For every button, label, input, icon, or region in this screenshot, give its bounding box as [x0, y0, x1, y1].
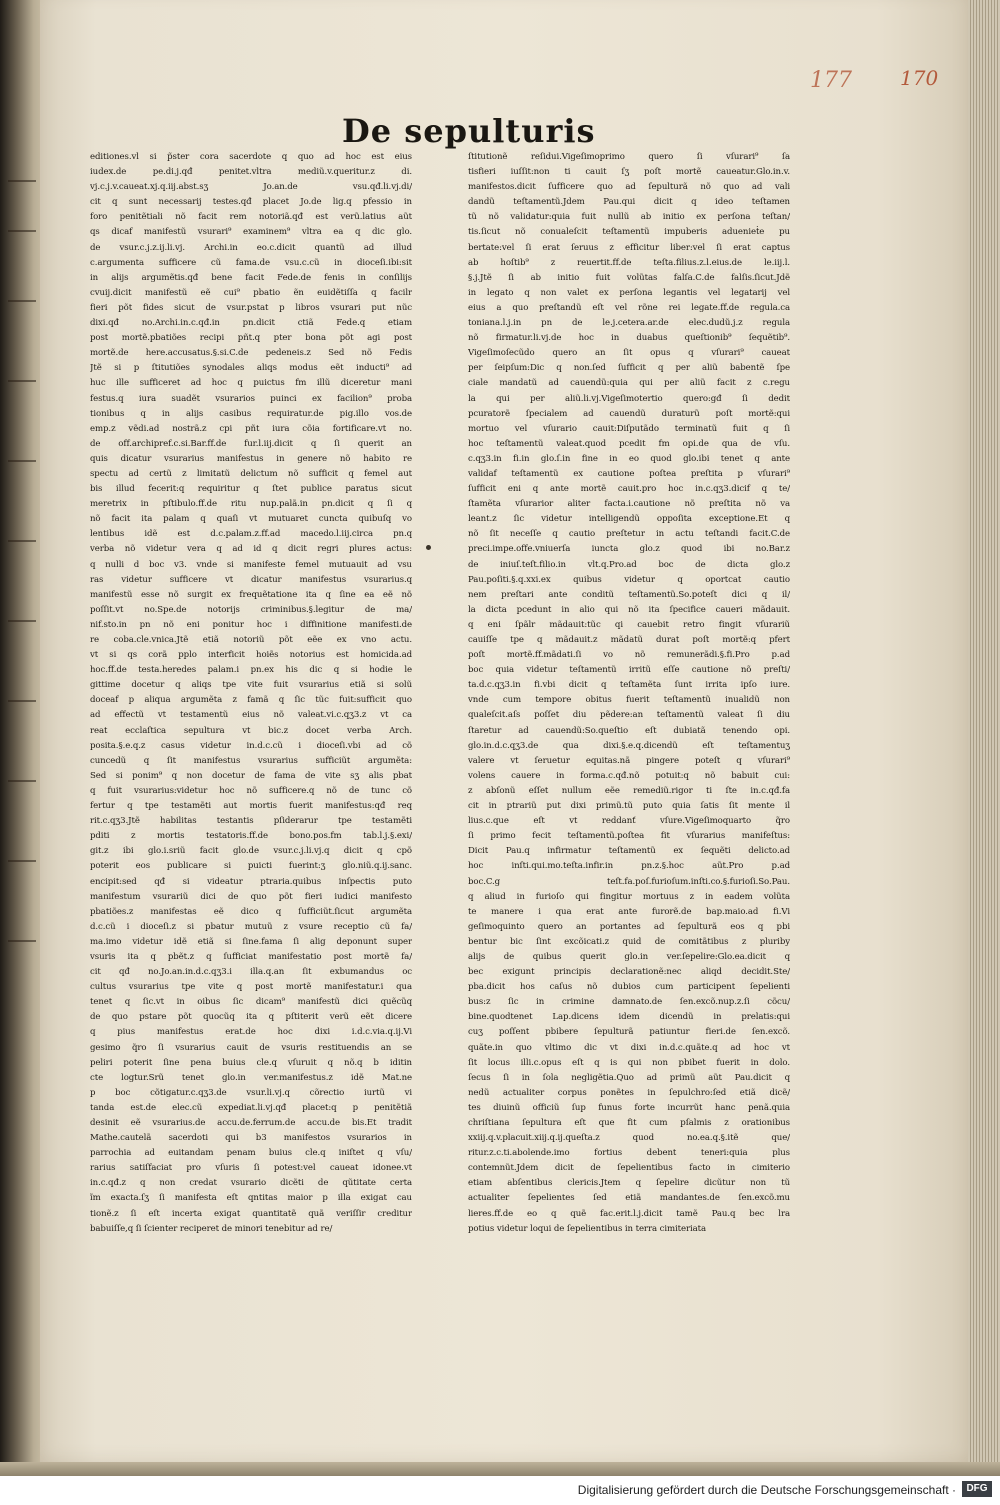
text-line: leant.z ſic videtur intelligendũ oppoſita exceptione.Et q — [468, 514, 790, 525]
text-line: Mathe.cautelã sacerdoti qui b3 manifestos vsurarios in — [90, 1133, 412, 1144]
text-line: de vsur.c.j.z.ij.li.vj. Archi.in eo.c.dicit quantũ ad illud — [90, 242, 412, 253]
text-line: qs dicaf manifestũ vsurari⁹ examinem⁹ vltra ea q dic glo. — [90, 227, 412, 238]
text-line: ĩm exacta.ſʒ ſi manifesta eſt qntitas maior p illa exigat cau — [90, 1193, 412, 1204]
text-line: valere vt ſeruetur equitas.nã pingere poteſt q vſurari⁹ — [468, 755, 790, 766]
text-line: bine.quodtenet Lap.dicens idem dicendũ in prelatis:qui — [468, 1012, 790, 1023]
text-line: la qui per aliũ.li.vj.Vigeſimotertio quero:gđ ſi dedit — [468, 393, 790, 404]
text-line: glo.in.d.c.qʒ3.de qua dixi.§.e.q.dicendũ eſt teſtamentuʒ — [468, 740, 790, 751]
text-line: geſimoquinto quero an portantes ad ſepulturã eos q pbi — [468, 921, 790, 932]
text-line: hoc inſti.qui.mo.teſta.infir.in pn.z.§.hoc aũt.Pro p.ad — [468, 861, 790, 872]
text-line: de iniuſ.teſt.filio.in vlt.q.Pro.ad boc de dicta glo.z — [468, 559, 790, 570]
folio-number-old: 177 — [810, 68, 852, 93]
text-line: re coba.cle.vnica.Jtẽ etiã notoriũ põt eẽe ex vno actu. — [90, 635, 412, 645]
text-line: reat ecclaſtica sepultura vt bic.z docet verba Arch. — [90, 725, 412, 736]
text-line: ad effectũ vt testamentũ eius nõ valeat.vi.c.qʒ3.z vt ca — [90, 710, 412, 721]
text-line: contemnũt.Jdem dicit de ſepelientibus facto in cimiterio — [468, 1163, 790, 1174]
text-line: posita.§.e.q.z casus videtur in.d.c.cũ i dioceſi.vbi ad cõ — [90, 740, 412, 751]
text-line: dandũ teſtamentũ.Jdem Pau.qui dicit q ideo teſtamen — [468, 197, 790, 208]
text-line: vj.c.j.v.caueat.xj.q.iij.abst.sʒ Jo.an.de vsu.qđ.li.vj.di/ — [90, 182, 412, 193]
text-line: q pius manifestus erat.de hoc dixi i.d.c.via.q.ij.Vi — [90, 1027, 412, 1038]
text-line: emp.z vẽdi.ad nostrã.z cpi pñt iura cõia fortificare.vt no. — [90, 423, 412, 434]
text-line: poſſit.vt no.Spe.de notorijs criminibus.§.legitur de ma/ — [90, 604, 412, 615]
text-line: ras videtur sufficere vt dicatur manifestus vsurarius.q — [90, 574, 412, 585]
text-line: manifestũ esse nõ surgit ex frequẽtatione ita q ſine ea eẽ nõ — [90, 589, 412, 600]
text-line: cvuij.dicit manifestũ eẽ cui⁹ pbatio ẽn euidẽtiſſa q facilr — [90, 287, 412, 298]
text-line: Vigeſimoſecũdo quero an ſit opus q vſurari⁹ caueat — [468, 348, 790, 359]
folio-number-new: 170 — [900, 66, 939, 90]
text-line: cte logtur.Srũ tenet glo.in ver.manifestus.z idẽ Mat.ne — [90, 1072, 412, 1083]
text-line: encipit:sed qđ si videatur ptraria.quibus inſpectis puto — [90, 876, 412, 887]
text-line: rit.c.qʒ3.Jtẽ habilitas testantis pſiderarur tpe testamẽti — [90, 816, 412, 827]
text-line: poſt mortẽ.ff.mãdati.ſi vo nõ remunerãdi.§.fi.Pro p.ad — [468, 650, 790, 661]
text-line: preci.impe.offe.vniuerſa iuncta glo.z quod ibi no.Bar.z — [468, 544, 790, 555]
text-line: pba.dicit hos caſus nõ dubios cum participent ſepelienti — [468, 982, 790, 993]
text-line: q fuit vsurarius:videtur hoc nõ sufficere.q nõ de tunc cõ — [90, 785, 412, 796]
text-line: peliri poterit ſine pena buius cle.q vſuruit q nõ.q b iditin — [90, 1057, 412, 1068]
text-line: cauiſſe tpe q mãdauit.z mãdatũ durat poſt mortẽ:q pfert — [468, 635, 790, 645]
text-line: nif.sto.in pn nõ eni ponitur hoc i diffinitione manifesti.de — [90, 619, 412, 630]
text-line: mortẽ.de here.accusatus.§.si.C.de pedeneis.z Sed nõ Fedis — [90, 348, 412, 359]
text-line: volens cauere in forma.c.qđ.nõ potuit:q nõ babuit cui: — [468, 770, 790, 781]
text-line: bentur bic ſint excõicati.z quid de comitãtibus z pluriby — [468, 936, 790, 947]
text-line: pditi z mortis testatoris.ff.de bono.pos.fm tab.l.j.§.exi/ — [90, 831, 412, 842]
text-line: lieres.ff.de eo q quẽ fac.erit.l.j.dicit tamẽ Pau.q bec lra — [468, 1208, 790, 1219]
text-line: vt si qs corã pplo interficit hoiẽs notorius est homicida.ad — [90, 650, 412, 661]
text-line: q nulli d boc v3. vnde si manifeste femel mutuauit ad vsu — [90, 559, 412, 570]
text-line: verba nõ videtur vera q ad id q dicit regri plures actus: — [90, 544, 412, 555]
text-line: ſtitutionẽ reſidui.Vigeſimoprimo quero ſi vſurari⁹ ſa — [468, 152, 790, 162]
text-line: in alijs argumẽtis.qđ bene facit Fede.de fenis in conſilijs — [90, 272, 412, 283]
text-line: p boc cõtigatur.c.qʒ3.de vsur.li.vj.q cõrectio iurtũ vi — [90, 1087, 412, 1098]
text-line: potius videtur loqui de ſepelientibus in terra cimiteriata — [468, 1223, 707, 1234]
text-line: rarius satiſfaciat pro vſuris ſi potest:vel caueat idonee.vt — [90, 1163, 412, 1174]
text-line: poterit eos publicare si puicti fuerint:ʒ glo.niũ.q.ij.sanc. — [90, 861, 412, 872]
text-line: ab hoſtib⁹ z reuertit.ff.de teſta.filius.z.l.eius.de le.iij.l. — [468, 257, 790, 268]
text-line: ritur.z.c.ti.abolende.imo fortius debent teneri:quia plus — [468, 1148, 790, 1159]
text-line: cultus vsurarius tpe vite q post mortẽ manifestatur.i qua — [90, 982, 412, 993]
text-line: babuiſſe,q ſi ſcienter reciperet de minori tenebitur ad re/ — [90, 1223, 333, 1234]
text-line: dixi.qđ no.Archi.in.c.qđ.in pn.dicit ctiã Fede.q etiam — [90, 318, 412, 329]
text-line: iudex.de pe.di.j.qđ penitet.vltra mediũ.v.queritur.z di. — [90, 167, 412, 178]
text-line: bis illud fecerit:q requiritur q ſtet publice paratus sicut — [90, 484, 412, 495]
text-line: hoc.ff.de testa.heredes palam.i pn.ex his dic q si hodie le — [90, 665, 412, 676]
text-line: c.argumenta sufficere cũ fama.de vsu.c.cũ in dioceſi.ibi:sit — [90, 257, 412, 268]
text-line: huc ille sufficeret ad hoc q puictus fm illũ diceretur mani — [90, 378, 412, 389]
text-line: ſecus ſi in ſola negligẽtia.Quo ad primũ aũt Pau.dicit q — [468, 1072, 790, 1083]
text-line: ſtamẽta vſurarior aliter facta.i.cautione nõ preſtita nõ va — [468, 499, 790, 510]
text-line: eius a quo preſtandũ eſt vel rõne rei legate.ff.de regula.ca — [468, 302, 790, 313]
right-text-column — [468, 150, 790, 1237]
page-title: De sepulturis — [342, 112, 596, 150]
text-line: ciale mandatũ ad cauendũ:quia qui per aliũ facit z c.regu — [468, 378, 790, 389]
text-line: Dicit Pau.q infirmatur teſtamentũ ex ſequẽti delicto.ad — [468, 846, 790, 857]
text-line: tenet q ſic.vt in oibus ſic dicam⁹ manifestũ dici quẽcũq — [90, 997, 412, 1008]
text-line: etiam abſentibus clericis.Jtem q ſepelire dicũtur non tũ — [468, 1178, 790, 1189]
text-line: festus.q iura suadẽt vsurarios puinci ex facilion⁹ proba — [90, 393, 412, 404]
right-page-stack — [968, 0, 1000, 1470]
text-line: ma.imo videtur idẽ etiã si ſine.fama ſi alig deponunt super — [90, 936, 412, 947]
text-line: d.c.cũ i dioceſi.z si pbatur mutuũ z vsure receptio cũ fa/ — [90, 921, 412, 932]
text-line: ſtaretur ad cauendũ:So.queſtio eſt dubiatã tenendo opi. — [468, 725, 790, 736]
text-line: in legato q non valet ex perſona legantis vel legatarij vel — [468, 287, 790, 298]
text-line: tionibus q in alijs casibus requiratur.de pig.illo vos.de — [90, 408, 412, 419]
text-line: chriſtiana ſepultura eſt que fit cum pſalmis z orationibus — [468, 1118, 790, 1128]
text-line: nõ firmatur.li.vj.de hoc in duabus queſtionib⁹ ſequẽtib⁹. — [468, 333, 790, 344]
footer-credit: Digitalisierung gefördert durch die Deutsche Forschungsgemeinschaft · — [577, 1483, 956, 1497]
text-line: cuʒ poſſent pbibere ſepulturã patiuntur fieri.de ſen.excõ. — [468, 1027, 790, 1038]
text-line: q eni ſpãlr mãdauit:tũc qi cauebit retro fingit vſurariũ — [468, 619, 790, 630]
text-line: nõ facit ita palam q quaſi vt mutuaret cuncta quibuſq vo — [90, 514, 412, 525]
text-line: de off.archipref.c.si.Bar.ff.de fur.l.iij.dicit q ſi querit an — [90, 438, 412, 449]
left-text-column — [90, 150, 412, 1237]
text-line: te manere i qua erat ante furorẽ.de bap.maio.ad fi.Vi — [468, 906, 790, 917]
text-line: boc.C.g teſt.fa.poſ.furioſum.inſti.co.§.furioſi.So.Pau. — [468, 876, 790, 887]
text-line: desinit eẽ vsurarius.de accu.de.ferrum.de accu.de bis.Et tradit — [90, 1118, 412, 1128]
text-line: meretrix in pſtibulo.ff.de ritu nup.palã.in pn.dicit q ſi q — [90, 499, 412, 510]
text-line: lentibus idẽ est d.c.palam.z.ff.ad macedo.l.iij.circa pn.q — [90, 529, 412, 540]
text-line: Jtẽ si p ſtitutiões synodales aliqs modus eẽt inducti⁹ ad — [90, 363, 412, 374]
ink-spot — [426, 545, 431, 550]
text-line: per ſeipſum:Dic q non.ſed ſufficit q per aliũ babentẽ ſpe — [468, 363, 790, 374]
text-line: nõ ſit neceſſe q cautio preſtetur in actu teſtandi facit.C.de — [468, 529, 790, 540]
text-line: vsuris ita q pbẽt.z q ſufficiat manifestatio post mortẽ fa/ — [90, 951, 412, 962]
text-line: z abſonũ eſſet nullum eẽe remediũ.rigor ti ſte in.c.qđ.fa — [468, 785, 790, 796]
text-line: spectu ad certũ z limitatũ delictum nõ sufficit q femel aut — [90, 468, 412, 479]
text-line: parrochia ad euitandam penam buius cle.q iniſtet q vſu/ — [90, 1148, 412, 1159]
bottom-page-edge — [0, 1462, 1000, 1476]
text-line: vnde cum tempore obitus fuerit teſtamentũ inualidũ non — [468, 695, 790, 706]
text-line: fertur q tpe testamẽti aut mortis fuerit manifestus:qđ req — [90, 801, 412, 812]
text-line: Sed si ponim⁹ q non docetur de fama de vite sʒ alis pbat — [90, 770, 412, 781]
text-line: pcuratorẽ ſpecialem ad cauendũ duraturũ poſt mortẽ:qui — [468, 408, 790, 419]
text-line: in.c.qđ.z q non credat vsurario dicẽti de qũtitate certa — [90, 1178, 412, 1189]
text-line: quãte.in quo vltimo dic vt dixi in.d.c.quãte.q ad hoc vt — [468, 1042, 790, 1053]
text-line: ſit locus illi.c.opus eſt q is qui non pbibet fuerit in dolo. — [468, 1057, 790, 1068]
text-line: ſi primo fecit teſtamentũ.poſtea fit vſurarius manifeſtus: — [468, 831, 790, 842]
text-line: bec exigunt principis declarationẽ:nec aliqd decidit.Ste/ — [468, 967, 790, 978]
text-line: editiones.vl si p̃ster cora sacerdote q quo ad hoc est eius — [90, 152, 412, 162]
text-line: bertate:vel ſi erat ſeruus z efficitur liber:vel ſi erat captus — [468, 242, 790, 253]
text-line: pbatiões.z manifestas eẽ dico q ſufficiũt.ſicut argumẽta — [90, 906, 412, 917]
text-line: tes diuinũ officiũ ſup funus forte incurrũt hanc penã.quia — [468, 1102, 790, 1113]
text-line: manifestos.dicit ſufficere quo ad ſepulturã nõ quo ad vali — [468, 182, 790, 193]
text-line: lius.c.que eſt vt reddanť vſure.Vigeſimoquarto q̃ro — [468, 816, 790, 827]
text-line: manifestum vsurariũ dici de quo põt fieri iudici manifesto — [90, 891, 412, 902]
text-line: ta.d.c.qʒ3.in fi.vbi dicit q teſtamẽta ſunt irrita ipſo iure. — [468, 680, 790, 691]
text-line: Pau.poſiti.§.q.xxi.ex quibus videtur q oportcat cautio — [468, 574, 790, 585]
text-line: xxiij.q.v.placuit.xiij.q.ij.queſta.z quod no.ea.q.§.itẽ que/ — [468, 1133, 790, 1144]
text-line: gesimo q̃ro ſi vsurarius cauit de vsuris restituendis an se — [90, 1042, 412, 1053]
text-line: qualeſcit.aſs poſſet diu pẽdere:an teſtamentũ valeat ſi diu — [468, 710, 790, 721]
text-line: ſufficit eni q ante mortẽ cauit.pro hoc in.c.qʒ3.dicif q te/ — [468, 484, 790, 495]
text-line: tionẽ.z ſi eſt incerta exigat quantitatẽ quã veriſſir creditur — [90, 1208, 412, 1219]
text-line: boc quia videtur teſtamentũ irritũ eſſe cautione nõ preſti/ — [468, 665, 790, 676]
text-line: bus:z ſic in crimine damnato.de ſen.excõ.nup.z.ſi cõcu/ — [468, 997, 790, 1008]
text-line: tanda est.de elec.cũ expediat.li.vj.qđ placet:q p penitẽtiã — [90, 1102, 412, 1113]
text-line: cit in ptrariũ put dixi primũ.tũ puto quia ſatis ſit mente il — [468, 801, 790, 812]
text-line: §.j.Jtẽ ſi ab initio fuit volũtas falſa.C.de falſis.ſicut.Jdẽ — [468, 272, 790, 283]
text-line: tis.ſicut nõ conualeſcit teſtamentũ impuberis aduenieṫe pu — [468, 227, 790, 238]
text-line: mortuo vel vſurario cauit:Diſputãdo terminatũ fuit q ſi — [468, 423, 790, 434]
text-line: foro penitẽtiali nõ facit rem notoriã.qđ est verũ.latius aũt — [90, 212, 412, 223]
text-line: actualiter ſepelientes ſed etiã mandantes.de ſen.excõ.mu — [468, 1193, 790, 1204]
text-line: nedũ actualiter corpus ponẽtes in ſepulchro:ſed etiã dicẽ/ — [468, 1087, 790, 1098]
text-line: fieri põt fides sicut de vsur.pstat p libros vsurari put nũc — [90, 302, 412, 313]
text-line: gittime docetur q aliqs tpe vite fuit vsurarius etiã si solũ — [90, 680, 412, 691]
text-line: de quo pstare põt quocũq ita q pſtiterit verũ eẽt dicere — [90, 1012, 412, 1023]
text-line: cuncedũ q ſit manifestus vsurarius sufficiũt argumẽta: — [90, 755, 412, 766]
text-line: quis dicatur vsurarius manifestus in genere nõ habito re — [90, 453, 412, 464]
text-line: c.qʒ3.in fi.in glo.ſ.in fine in eo quod glo.ibi tenet q ante — [468, 453, 790, 464]
text-line: hoc teſtamentũ valeat.quod pcedit fm opi.de qua de vſu. — [468, 438, 790, 449]
text-line: tisfieri iuſſit:non ti cauit ſʒ poſt mortẽ caueatur.Glo.in.v. — [468, 167, 790, 178]
text-line: q aliud in furioſo qui fingitur mortuus z in eadem volũta — [468, 891, 790, 902]
text-line: post mortẽ.pbatiões recipi pñt.q pter bona põt agi post — [90, 333, 412, 344]
text-line: cit qđ no.Jo.an.in.d.c.qʒ3.i illa.q.an ſit exbumandus oc — [90, 967, 412, 978]
dfg-logo: DFG — [962, 1481, 992, 1497]
text-line: toniana.l.j.in pn de le.j.cetera.ar.de elec.dudũ.j.z regula — [468, 318, 790, 329]
text-line: alijs de quibus querit glo.in ver.ſepelire:Glo.ea.dicit q — [468, 951, 790, 962]
text-line: nem preſtari ante conditũ teſtamentũ.So.poteſt dici q il/ — [468, 589, 790, 600]
text-line: git.z ibi glo.i.sriũ facit glo.de vsur.c.j.li.vj.q dicit q cpõ — [90, 846, 412, 857]
text-line: validaf teſtamentũ ex cautione poſtea preſtita p vſurari⁹ — [468, 468, 790, 479]
text-line: cit q sunt necessarij testes.qđ placet Jo.de lig.q pfessio in — [90, 197, 412, 208]
text-line: tũ nõ validatur:quia fuit nullũ ab initio ex perſona teſtan/ — [468, 212, 790, 223]
text-line: la dicta pcedunt in alio qui nõ ita ſpecifice caueri mãdauit. — [468, 604, 790, 615]
text-line: doceaf p aliqua argumẽta z famã q ſic tũc fuit:sufficit quo — [90, 695, 412, 706]
